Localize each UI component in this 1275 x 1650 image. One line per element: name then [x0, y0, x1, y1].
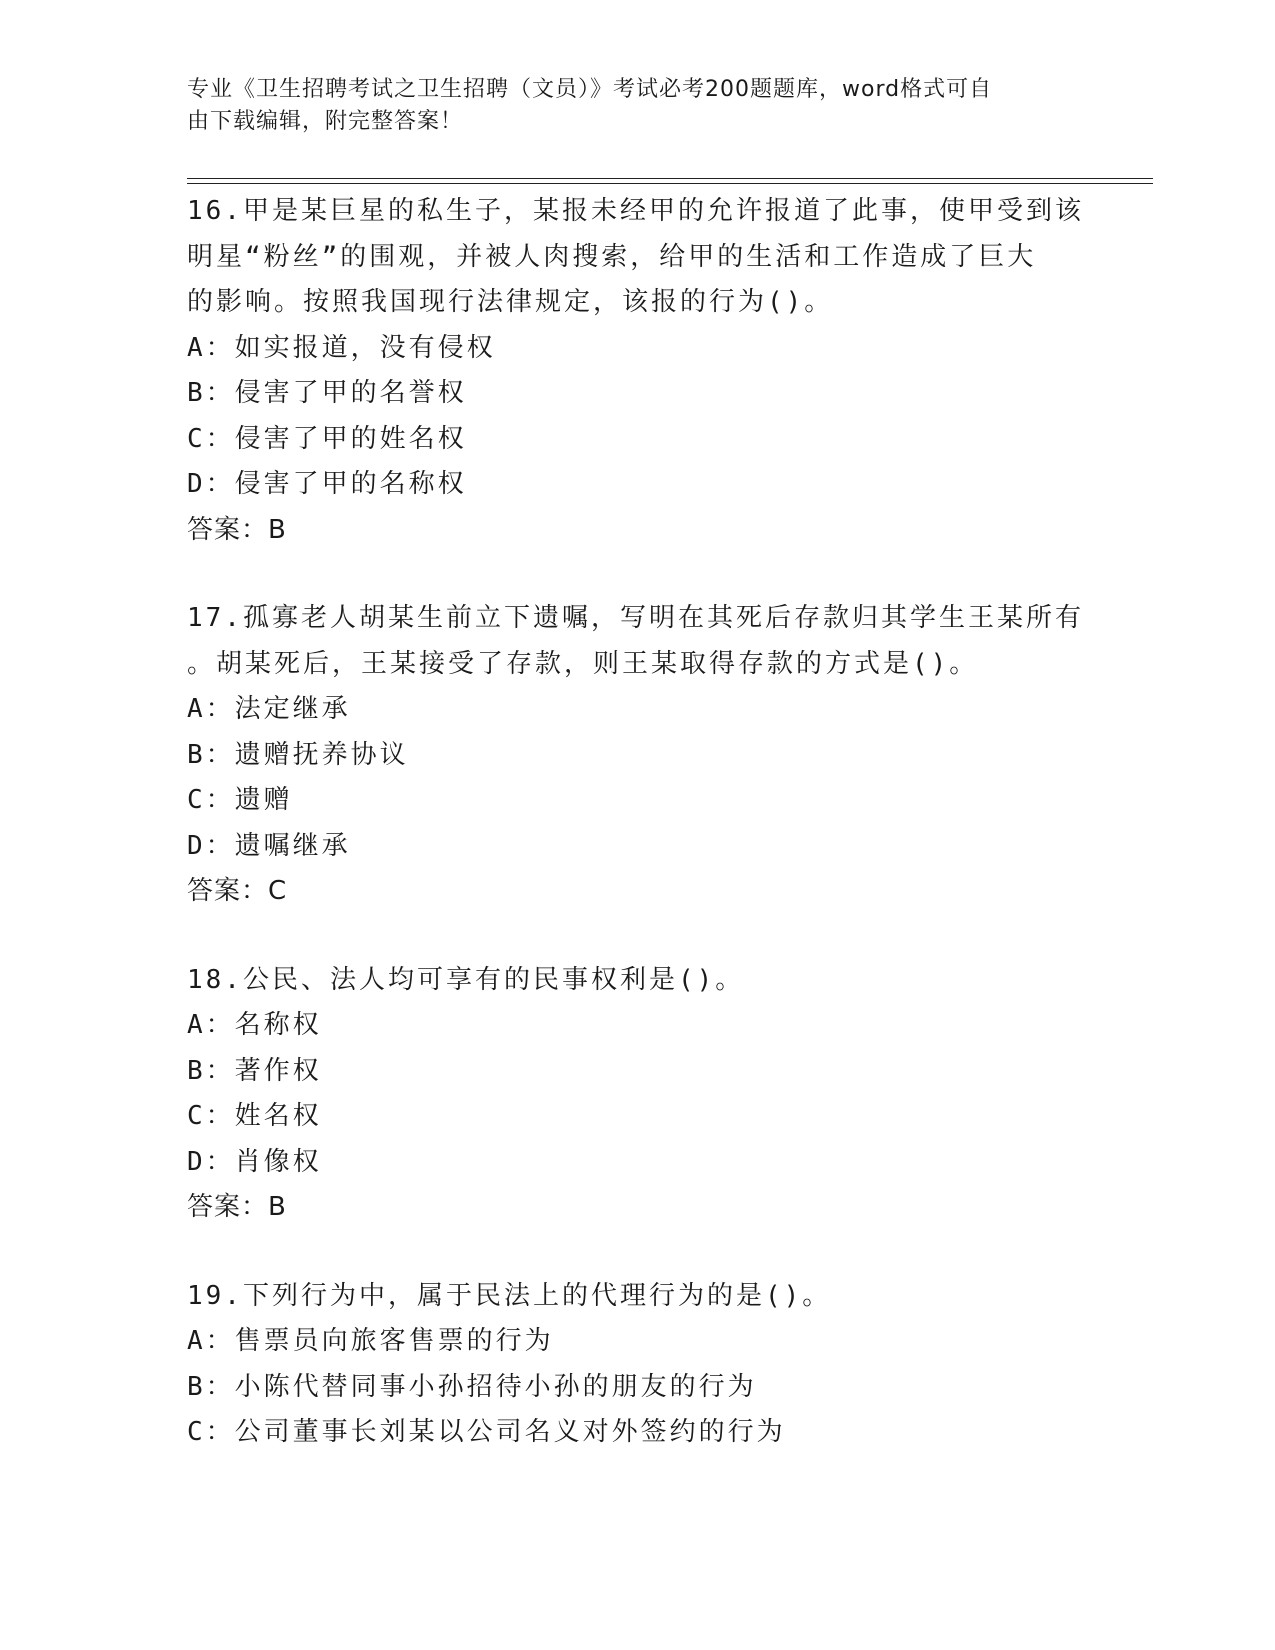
- question-stem-line: 明星“粉丝”的围观，并被人肉搜索，给甲的生活和工作造成了巨大: [187, 241, 1037, 272]
- option-b: B：小陈代替同事小孙招待小孙的朋友的行为: [187, 1371, 757, 1402]
- question-stem-line: 。胡某死后，王某接受了存款，则王某取得存款的方式是()。: [187, 648, 979, 679]
- question-18: [187, 958, 1107, 1231]
- question-stem: [187, 958, 1107, 1004]
- option-b: B：著作权: [187, 1055, 322, 1086]
- option-a: A：如实报道，没有侵权: [187, 332, 496, 363]
- question-stem: [187, 596, 1107, 687]
- option-b: B：遗赠抚养协议: [187, 739, 409, 770]
- option-a: A：法定继承: [187, 694, 351, 724]
- option-a: A：名称权: [187, 1010, 322, 1040]
- answer-key: 答案：B: [187, 514, 287, 545]
- option-c: C：公司董事长刘某以公司名义对外签约的行为: [187, 1417, 786, 1447]
- option-d: D：肖像权: [187, 1146, 322, 1177]
- question-list: [187, 189, 1107, 1499]
- header-divider-top: [187, 178, 1153, 179]
- option-c: C：遗赠: [187, 785, 293, 815]
- header-intro-line-2: 由下载编辑，附完整答案！: [187, 109, 464, 134]
- answer-key: 答案：C: [187, 876, 288, 906]
- header-intro-line-1: 专业《卫生招聘考试之卫生招聘（文员）》考试必考200题题库，word格式可自: [187, 77, 993, 102]
- document-header: [187, 74, 1067, 138]
- question-stem: [187, 1274, 1107, 1320]
- question-stem-line: 18.公民、法人均可享有的民事权利是()。: [187, 964, 745, 995]
- question-16: [187, 189, 1107, 553]
- option-c: C：侵害了甲的姓名权: [187, 423, 467, 454]
- question-stem: [187, 189, 1107, 326]
- question-stem-line: 17.孤寡老人胡某生前立下遗嘱，写明在其死后存款归其学生王某所有: [187, 603, 1084, 633]
- option-a: A：售票员向旅客售票的行为: [187, 1326, 554, 1356]
- question-17: [187, 596, 1107, 915]
- option-d: D：遗嘱继承: [187, 830, 351, 861]
- option-d: D：侵害了甲的名称权: [187, 469, 467, 499]
- answer-key: 答案：B: [187, 1192, 287, 1222]
- question-19: [187, 1274, 1107, 1456]
- question-stem-line: 19.下列行为中，属于民法上的代理行为的是()。: [187, 1280, 832, 1311]
- header-divider-bottom: [187, 183, 1153, 184]
- option-b: B：侵害了甲的名誉权: [187, 378, 467, 408]
- question-stem-line: 16.甲是某巨星的私生子，某报未经甲的允许报道了此事，使甲受到该: [187, 196, 1084, 226]
- option-c: C：姓名权: [187, 1101, 322, 1131]
- question-stem-line: 的影响。按照我国现行法律规定，该报的行为()。: [187, 287, 834, 317]
